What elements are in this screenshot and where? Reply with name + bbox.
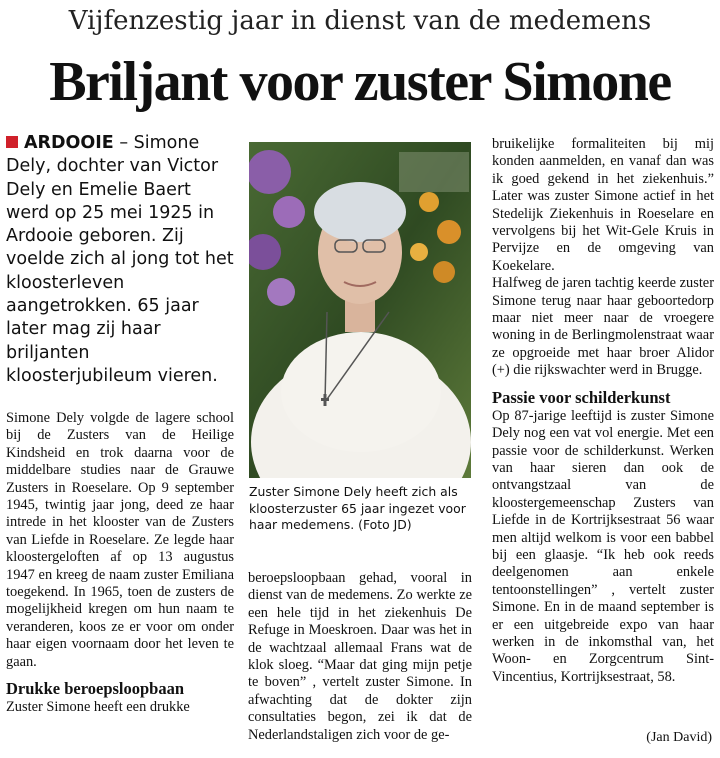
column-3: [492, 136, 714, 686]
article-headline: Briljant voor zuster Simone: [49, 51, 671, 113]
subhead-passie-voor-schilderkunst: Passie voor schilderkunst: [492, 387, 671, 407]
column-2: [248, 570, 472, 744]
body-paragraph-4: Op 87-jarige leeftijd is zuster Simone Dely nog een vat vol energie. Met een passie voor de schilderkunst. Werken van haar sieren dan ook de ontvangstzaal van de kloostergemeenschap Zusters van Liefde in de Kortrijksestraat 56 waar men altijd welkom is voor een babbel bij een glaasje. “Ik heb ook reeds deelgenomen aan enkele tentoonstellingen” , vertelt zuster Simone. En in de maand september is er een uitgebreide expo van haar werken in de inkomsthal van, het Woon- en Zorgcentrum Sint-Vincentius, Kortrijksestraat, 58.: [492, 407, 714, 685]
body-paragraph-2c: bruikelijke formaliteiten bij mij konden aanmelden, en vanaf dan was ik goed gekend in het ziekenhuis.” Later was zuster Simone actief in het Stedelijk Ziekenhuis in Roeselare en vervolgens bij het Wit-Gele Kruis in Pervijze en de omgeving van Koekelare.: [492, 136, 714, 274]
body-paragraph-1: Simone Dely volgde de lagere school bij de Zusters van de Heilige Kindsheid en trok daarna voor de middelbare studies naar de Grauwe Zusters in Roeselare. Op 9 september 1945, twintig jaar jong, deed ze haar intrede in het klooster van de Zusters van Liefde in Roeselare. Ze legde haar kloostergeloften af op 13 augustus 1947 en kreeg de naam zuster Emiliana toegekend. In 1965, toen de zusters de mogelijkheid kregen om hun naam te veranderen, koos ze er voor om onder haar eigen voornaam door het leven te gaan.: [6, 410, 234, 670]
portrait-photo: [249, 142, 471, 478]
photo-caption: Zuster Simone Dely heeft zich als kloosterzuster 65 jaar ingezet voor haar medemens. (Foto JD): [249, 484, 466, 532]
lede-text: – Simone Dely, dochter van Victor Dely en Emelie Baert werd op 25 mei 1925 in Ardooie geboren. Zij voelde zich al jong tot het kloosterleven aangetrokken. 65 jaar later mag zij haar briljanten kloosterjubileum vieren.: [6, 133, 234, 386]
body-paragraph-3: Halfweg de jaren tachtig keerde zuster Simone terug naar haar geboortedorp maar niet meer naar de vroegere woning in de Berlingmolenstraat waar ze opgroeide met haar broer Alidor (+) die rijkswachter werd in Brugge.: [492, 275, 714, 379]
red-square-icon: [6, 136, 18, 148]
article-lede: [6, 132, 234, 388]
body-paragraph-2b: beroepsloopbaan gehad, vooral in dienst van de medemens. Zo werkte ze een hele tijd in het ziekenhuis De Refuge in Moeskroen. Daar was het in de wachtzaal allemaal Frans wat de klok sloeg. “Maar dat ging mijn petje te boven” , vertelt zuster Simone. In afwachting dat de dokter zijn consultaties begon, zei ik dat de Nederlandstaligen zich voor de ge-: [248, 570, 472, 743]
column-1: [6, 410, 234, 717]
article-kicker: Vijfenzestig jaar in dienst van de medemens: [68, 6, 652, 36]
byline: (Jan David): [646, 730, 712, 745]
body-paragraph-2a: Zuster Simone heeft een drukke: [6, 699, 190, 716]
lede-place: ARDOOIE: [24, 133, 114, 153]
subhead-drukke-beroepsloopbaan: Drukke beroepsloopbaan: [6, 679, 185, 699]
